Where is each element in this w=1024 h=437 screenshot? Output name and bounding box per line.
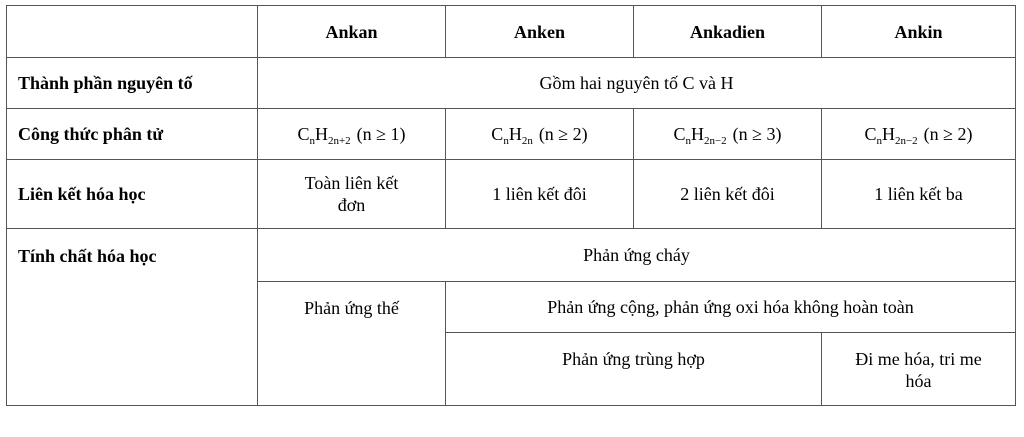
formula-condition-ankadien: (n ≥ 3) — [732, 124, 782, 144]
formula-ankadien: $C_nH_{2n-2}$ — [673, 124, 727, 147]
formula-ankin: $C_nH_{2n-2}$ — [864, 124, 918, 147]
table-row-chemical-combustion — [7, 229, 1016, 282]
bond-cell-anken: 1 liên kết đôi — [446, 160, 634, 229]
row-label-bond: Liên kết hóa học — [7, 160, 258, 229]
bond-cell-ankadien: 2 liên kết đôi — [634, 160, 822, 229]
column-header-anken: Anken — [446, 6, 634, 58]
formula-cell-anken — [446, 109, 634, 160]
header-row — [7, 6, 1016, 58]
formula-cell-ankin — [822, 109, 1016, 160]
polymerization-cell: Phản ứng trùng hợp — [446, 333, 822, 406]
table-row-elements — [7, 58, 1016, 109]
addition-oxidation-cell: Phản ứng cộng, phản ứng oxi hóa không hoàn toàn — [446, 282, 1016, 333]
formula-anken: $C_nH_{2n}$ — [491, 124, 533, 147]
row-label-formula: Công thức phân tử — [7, 109, 258, 160]
dimerization-cell: Đi me hóa, tri me hóa — [822, 333, 1016, 406]
bond-cell-ankin: 1 liên kết ba — [822, 160, 1016, 229]
substitution-cell: Phản ứng thế — [258, 282, 446, 406]
table-row-formula — [7, 109, 1016, 160]
corner-cell — [7, 6, 258, 58]
row-label-elements: Thành phần nguyên tố — [7, 58, 258, 109]
row-label-chemical: Tính chất hóa học — [7, 229, 258, 406]
formula-ankan: $C_nH_{2n+2}$ — [297, 124, 351, 147]
elements-value-cell: Gồm hai nguyên tố C và H — [258, 58, 1016, 109]
column-header-ankan: Ankan — [258, 6, 446, 58]
formula-condition-ankan: (n ≥ 1) — [356, 124, 406, 144]
formula-cell-ankan — [258, 109, 446, 160]
formula-condition-ankin: (n ≥ 2) — [923, 124, 973, 144]
table-row-bond — [7, 160, 1016, 229]
column-header-ankadien: Ankadien — [634, 6, 822, 58]
bond-cell-ankan: Toàn liên kết đơn — [258, 160, 446, 229]
formula-condition-anken: (n ≥ 2) — [538, 124, 588, 144]
formula-cell-ankadien — [634, 109, 822, 160]
comparison-table — [6, 5, 1016, 406]
column-header-ankin: Ankin — [822, 6, 1016, 58]
combustion-cell: Phản ứng cháy — [258, 229, 1016, 282]
